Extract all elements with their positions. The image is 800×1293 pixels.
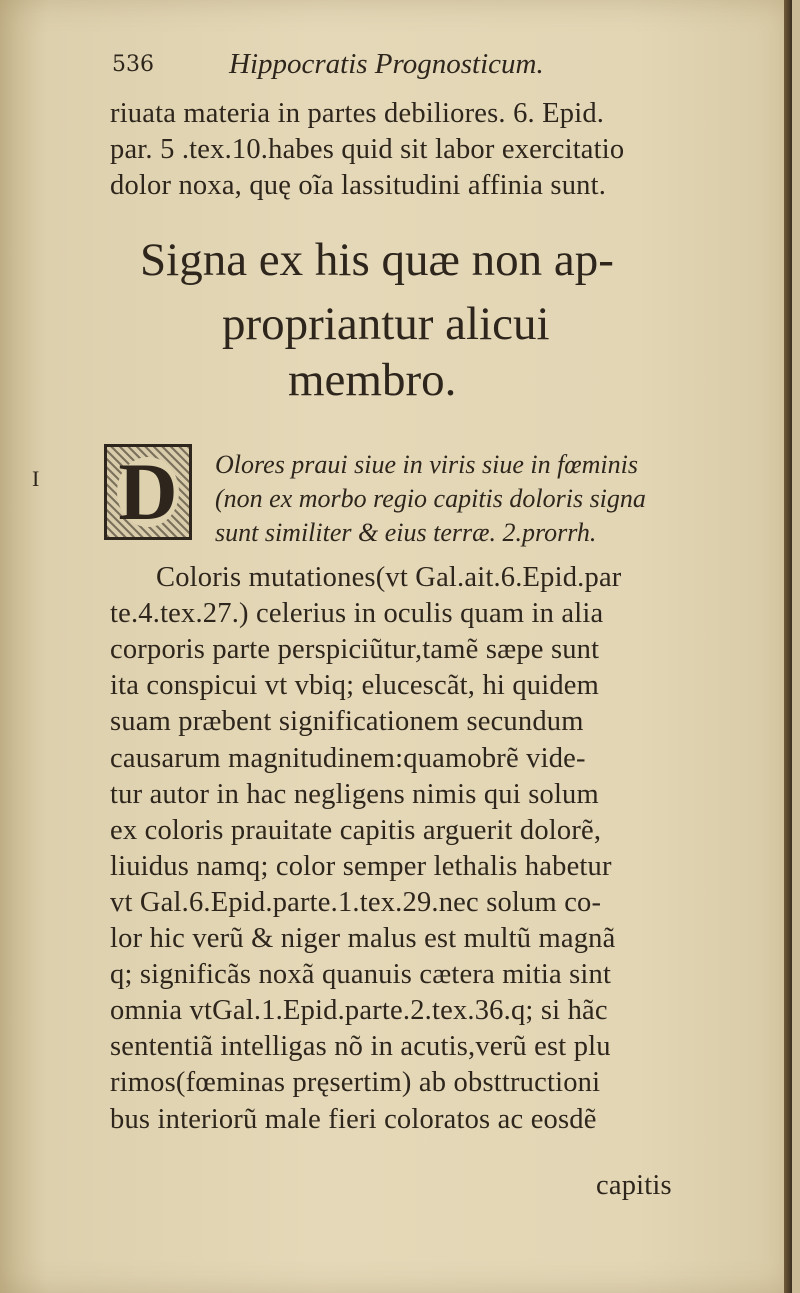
commentary-line: Coloris mutationes(vt Gal.ait.6.Epid.par bbox=[156, 562, 622, 593]
commentary-line: corporis parte perspiciũtur,tamẽ sæpe sunt bbox=[110, 634, 600, 666]
page-header bbox=[112, 48, 712, 88]
running-title: Hippocratis Prognosticum. bbox=[229, 48, 544, 80]
intro-line: dolor noxa, quę oĩa lassitudini affinia sunt. bbox=[110, 170, 607, 201]
commentary-line: lor hic verũ & niger malus est multũ magnã bbox=[110, 923, 616, 954]
intro-line: par. 5 .tex.10.habes quid sit labor exercitatio bbox=[110, 134, 625, 165]
aphorism-line: Olores praui siue in viris siue in fœminis bbox=[215, 450, 638, 479]
catchword: capitis bbox=[596, 1170, 672, 1201]
commentary-line: sententiã intelligas nõ in acutis,verũ est plu bbox=[110, 1031, 611, 1063]
margin-numeral: I bbox=[32, 466, 40, 491]
commentary-line: liuidus namq; color semper lethalis habetur bbox=[110, 850, 612, 882]
commentary-line: te.4.tex.27.) celerius in oculis quam in alia bbox=[110, 598, 604, 630]
initial-letter: D bbox=[118, 446, 178, 537]
commentary-line: q; significãs noxã quanuis cætera mitia sint bbox=[110, 959, 612, 991]
page-edge bbox=[784, 0, 792, 1293]
commentary-line: bus interiorũ male fieri coloratos ac eosdẽ bbox=[110, 1103, 597, 1135]
commentary-line: vt Gal.6.Epid.parte.1.tex.29.nec solum co- bbox=[110, 886, 602, 918]
decorated-initial bbox=[104, 444, 192, 540]
intro-line: riuata materia in partes debiliores. 6. Epid. bbox=[110, 98, 605, 129]
commentary-line: causarum magnitudinem:quamobrẽ vide- bbox=[110, 742, 586, 774]
commentary-line: rimos(fœminas pręsertim) ab obsttructioni bbox=[110, 1067, 601, 1099]
commentary-line: ex coloris prauitate capitis arguerit dolorẽ, bbox=[110, 814, 602, 846]
section-title-line: Signa ex his quæ non ap- bbox=[140, 234, 614, 286]
commentary-line: suam præbent significationem secundum bbox=[110, 706, 584, 738]
aphorism-line: sunt similiter & eius terræ. 2.prorrh. bbox=[215, 518, 597, 547]
aphorism-line: (non ex morbo regio capitis doloris signa bbox=[215, 484, 646, 513]
section-title-line: propriantur alicui bbox=[222, 298, 550, 350]
page-number: 536 bbox=[112, 52, 154, 77]
commentary-line: tur autor in hac negligens nimis qui solum bbox=[110, 778, 599, 810]
commentary-line: omnia vtGal.1.Epid.parte.2.tex.36.q; si hãc bbox=[110, 995, 608, 1027]
section-title-line: membro. bbox=[288, 354, 457, 406]
commentary-line: ita conspicui vt vbiq; elucescãt, hi quidem bbox=[110, 670, 600, 702]
